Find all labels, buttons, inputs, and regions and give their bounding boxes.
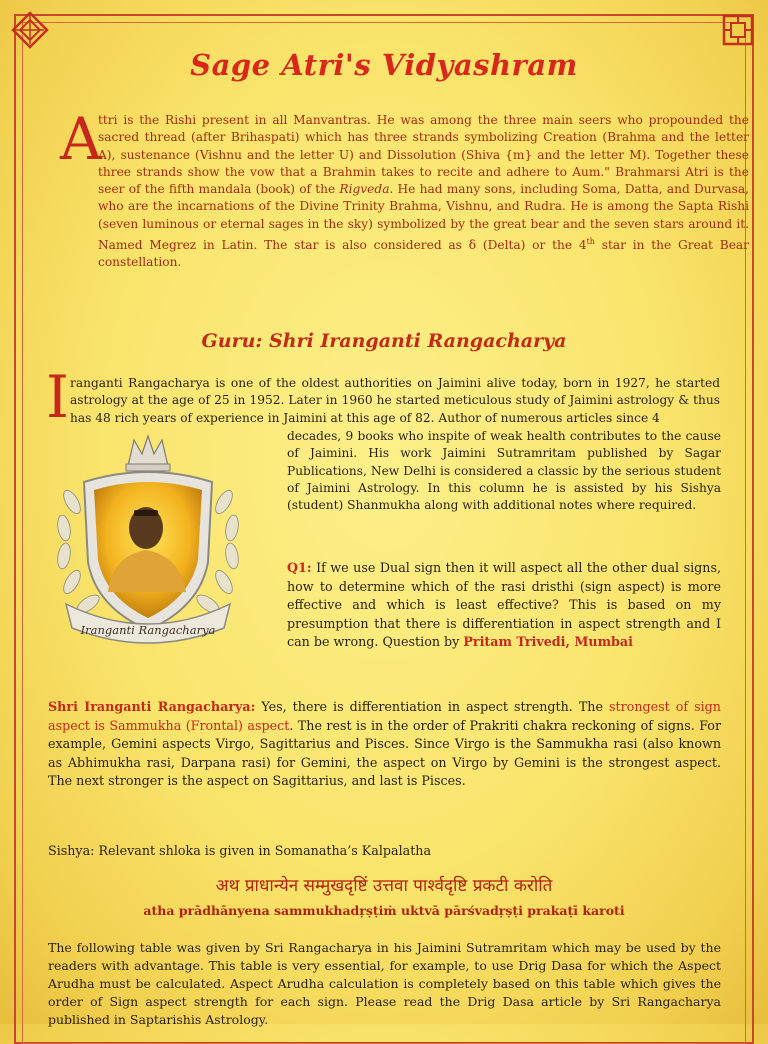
bio-paragraph-top: ranganti Rangacharya is one of the oldest authorities on Jaimini alive today, born in 1927, he started astrology at the age of 25 in 1952. Later in 1960 he started meticulous study of Jaimini astrology & thus has 48 rich years of experience in Jaimini at this age of 82. Author of numerous articles since 4: [70, 376, 720, 425]
closing-paragraph: The following table was given by Sri Rangacharya in his Jaimini Sutramritam which may be used by the readers with advantage. This table is very essential, for example, to use Drig Dasa for which the Aspect Arudha must be calculated. Aspect Arudha calculation is completely based on this table which gives the order of Sign aspect strength for each sign. Please read the Drig Dasa article by Sri Rangacharya published in Saptarishis Astrology.: [48, 940, 721, 1027]
intro-dropcap: A: [60, 105, 102, 173]
question-paragraph: Q1: If we use Dual sign then it will aspect all the other dual signs, how to determine which of the rasi dristhi (sign aspect) is more effective and which is least effective? This is based on my presumption that there is differentiation in aspect strength and I can be wrong. Question by Pritam Trivedi, Mumbai: [287, 560, 721, 649]
endless-knot-icon: [10, 10, 50, 50]
crest-banner-label: Iranganti Rangacharya: [80, 623, 216, 637]
intro-paragraph: ttri is the Rishi present in all Manvantras. He was among the three main seers who propounded the sacred thread (after Brihaspati) which has three strands symbolizing Creation (Brahma and the letter A), sustenance (Vishnu and the letter U) and Dissolution (Shiva {m} and the letter M). Together these three strands show the vow that a Brahmin takes to recite and adhere to Aum." Brahmarsi Atri is the seer of the fifth mandala (book) of the Rigveda. He had many sons, including Soma, Datta, and Durvasa, who are the incarnations of the Divine Trinity Brahma, Vishnu, and Rudra. He is among the Sapta Rishi (seven luminous or eternal sages in the sky) symbolized by the great bear and the seven stars around it. Named Megrez in Latin. The star is also considered as δ (Delta) or the 4th star in the Great Bear constellation.: [98, 113, 750, 270]
bio-dropcap: I: [46, 363, 69, 431]
portrait-crest: [50, 432, 246, 652]
answer-paragraph: Shri Iranganti Rangacharya: Yes, there is differentiation in aspect strength. The strongest of sign aspect is Sammukha (Frontal) aspect. The rest is in the order of Prakriti chakra reckoning of signs. For example, Gemini aspects Virgo, Sagittarius and Pisces. Since Virgo is the Sammukha rasi (also known as Abhimukha rasi, Darpana rasi) for Gemini, the aspect on Virgo by Gemini is the strongest aspect. The next stronger is the aspect on Sagittarius, and last is Pisces.: [48, 699, 722, 788]
shloka-transliteration: atha prādhānyena sammukhadṛṣṭiṁ uktvā pārśvadṛṣṭi prakaṭī karoti: [143, 903, 625, 918]
guru-heading: Guru: Shri Iranganti Rangacharya: [201, 330, 567, 352]
crown-icon: [126, 436, 170, 471]
sishya-note: Sishya: Relevant shloka is given in Somanatha’s Kalpalatha: [48, 843, 432, 858]
bio-paragraph-side: decades, 9 books who inspite of weak health contributes to the cause of Jaimini. His work Jaimini Sutramritam published by Sagar Publications, New Delhi is considered a classic by the serious student of Jaimini Astrology. In this column he is assisted by his Sishya (student) Shanmukha along with additional notes where required.: [287, 429, 721, 513]
page-title: Sage Atri's Vidyashram: [190, 48, 578, 82]
greek-key-icon: [718, 10, 758, 50]
shloka-devanagari: अथ प्राधान्येन सम्मुखदृष्टिं उत्तवा पार्श्वदृष्टि प्रकटी करोति: [215, 876, 553, 896]
